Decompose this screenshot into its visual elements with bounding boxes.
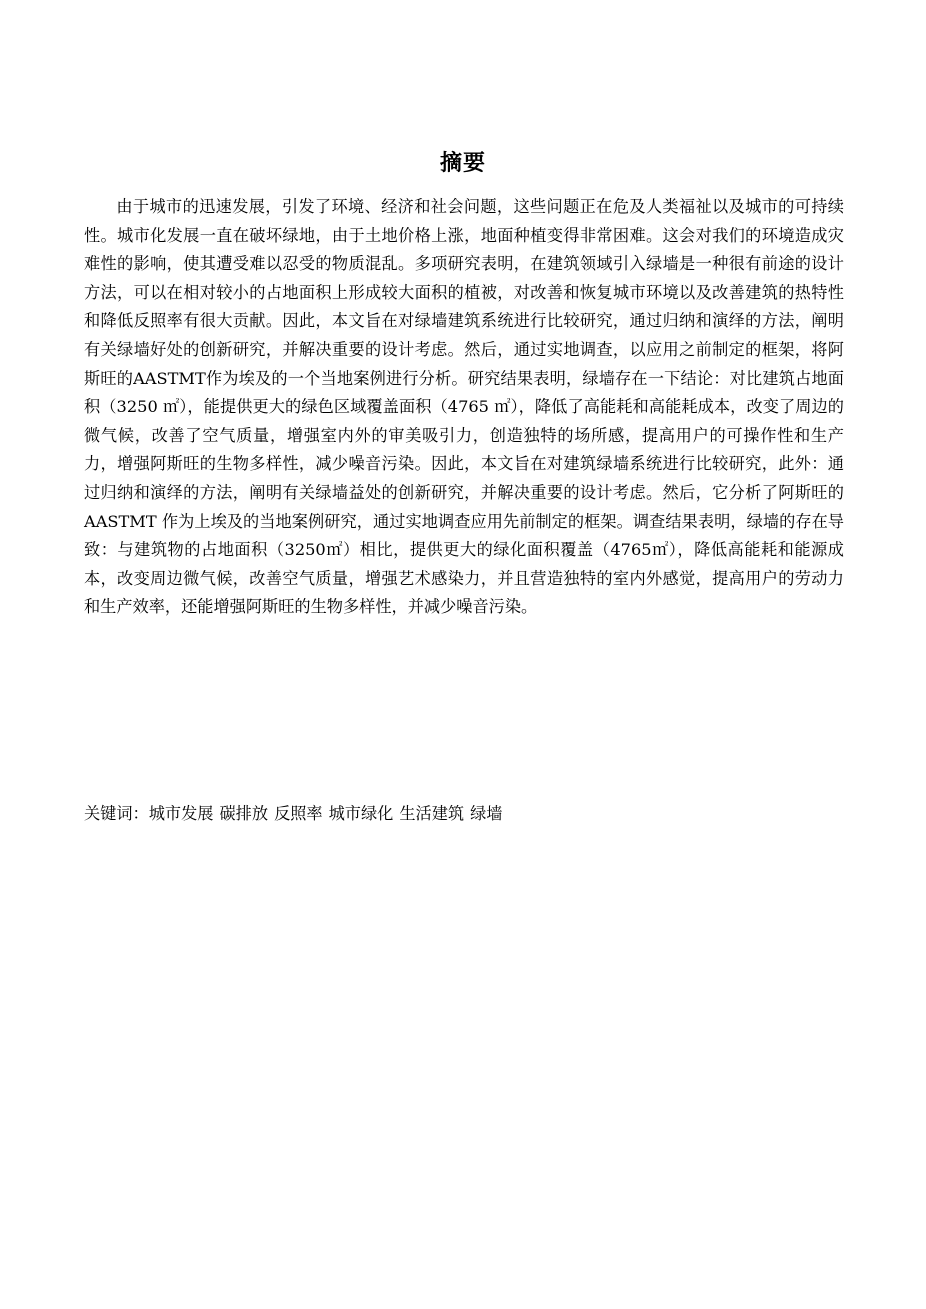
abstract-paragraph: 由于城市的迅速发展，引发了环境、经济和社会问题，这些问题正在危及人类福祉以及城市的可持续性。城市化发展一直在破坏绿地，由于土地价格上涨，地面种植变得非常困难。这会对我们的环境造成灾难性的影响，使其遭受难以忍受的物质混乱。多项研究表明，在建筑领域引入绿墙是一种很有前途的设计方法，可以在相对较小的占地面积上形成较大面积的植被，对改善和恢复城市环境以及改善建筑的热特性和降低反照率有很大贡献。因此，本文旨在对绿墙建筑系统进行比较研究，通过归纳和演绎的方法，阐明有关绿墙好处的创新研究，并解决重要的设计考虑。然后，通过实地调查，以应用之前制定的框架，将阿斯旺的AASTMT作为埃及的一个当地案例进行分析。研究结果表明，绿墙存在一下结论：对比建筑占地面积（3250 ㎡），能提供更大的绿色区域覆盖面积（4765 ㎡），降低了高能耗和高能耗成本，改变了周边的微气候，改善了空气质量，增强室内外的审美吸引力，创造独特的场所感，提高用户的可操作性和生产力，增强阿斯旺的生物多样性，减少噪音污染。因此，本文旨在对建筑绿墙系统进行比较研究，此外：通过归纳和演绎的方法，阐明有关绿墙益处的创新研究，并解决重要的设计考虑。然后，它分析了阿斯旺的 AASTMT 作为上埃及的当地案例研究，通过实地调查应用先前制定的框架。调查结果表明，绿墙的存在导致：与建筑物的占地面积（3250㎡）相比，提供更大的绿化面积覆盖（4765㎡），降低高能耗和能源成本，改变周边微气候，改善空气质量，增强艺术感染力，并且营造独特的室内外感觉，提高用户的劳动力和生产效率，还能增强阿斯旺的生物多样性，并减少噪音污染。 [84,197,844,617]
keyword-item: 城市发展 [148,804,214,823]
keywords-label: 关键词： [84,804,149,823]
keyword-item: 碳排放 [219,804,269,823]
keyword-item: 城市绿化 [328,804,394,823]
keyword-item: 绿墙 [470,804,503,823]
keyword-item: 反照率 [274,804,323,823]
page-title: 摘要 [439,150,486,176]
keywords-line [84,800,844,828]
keyword-item: 生活建筑 [399,804,465,823]
